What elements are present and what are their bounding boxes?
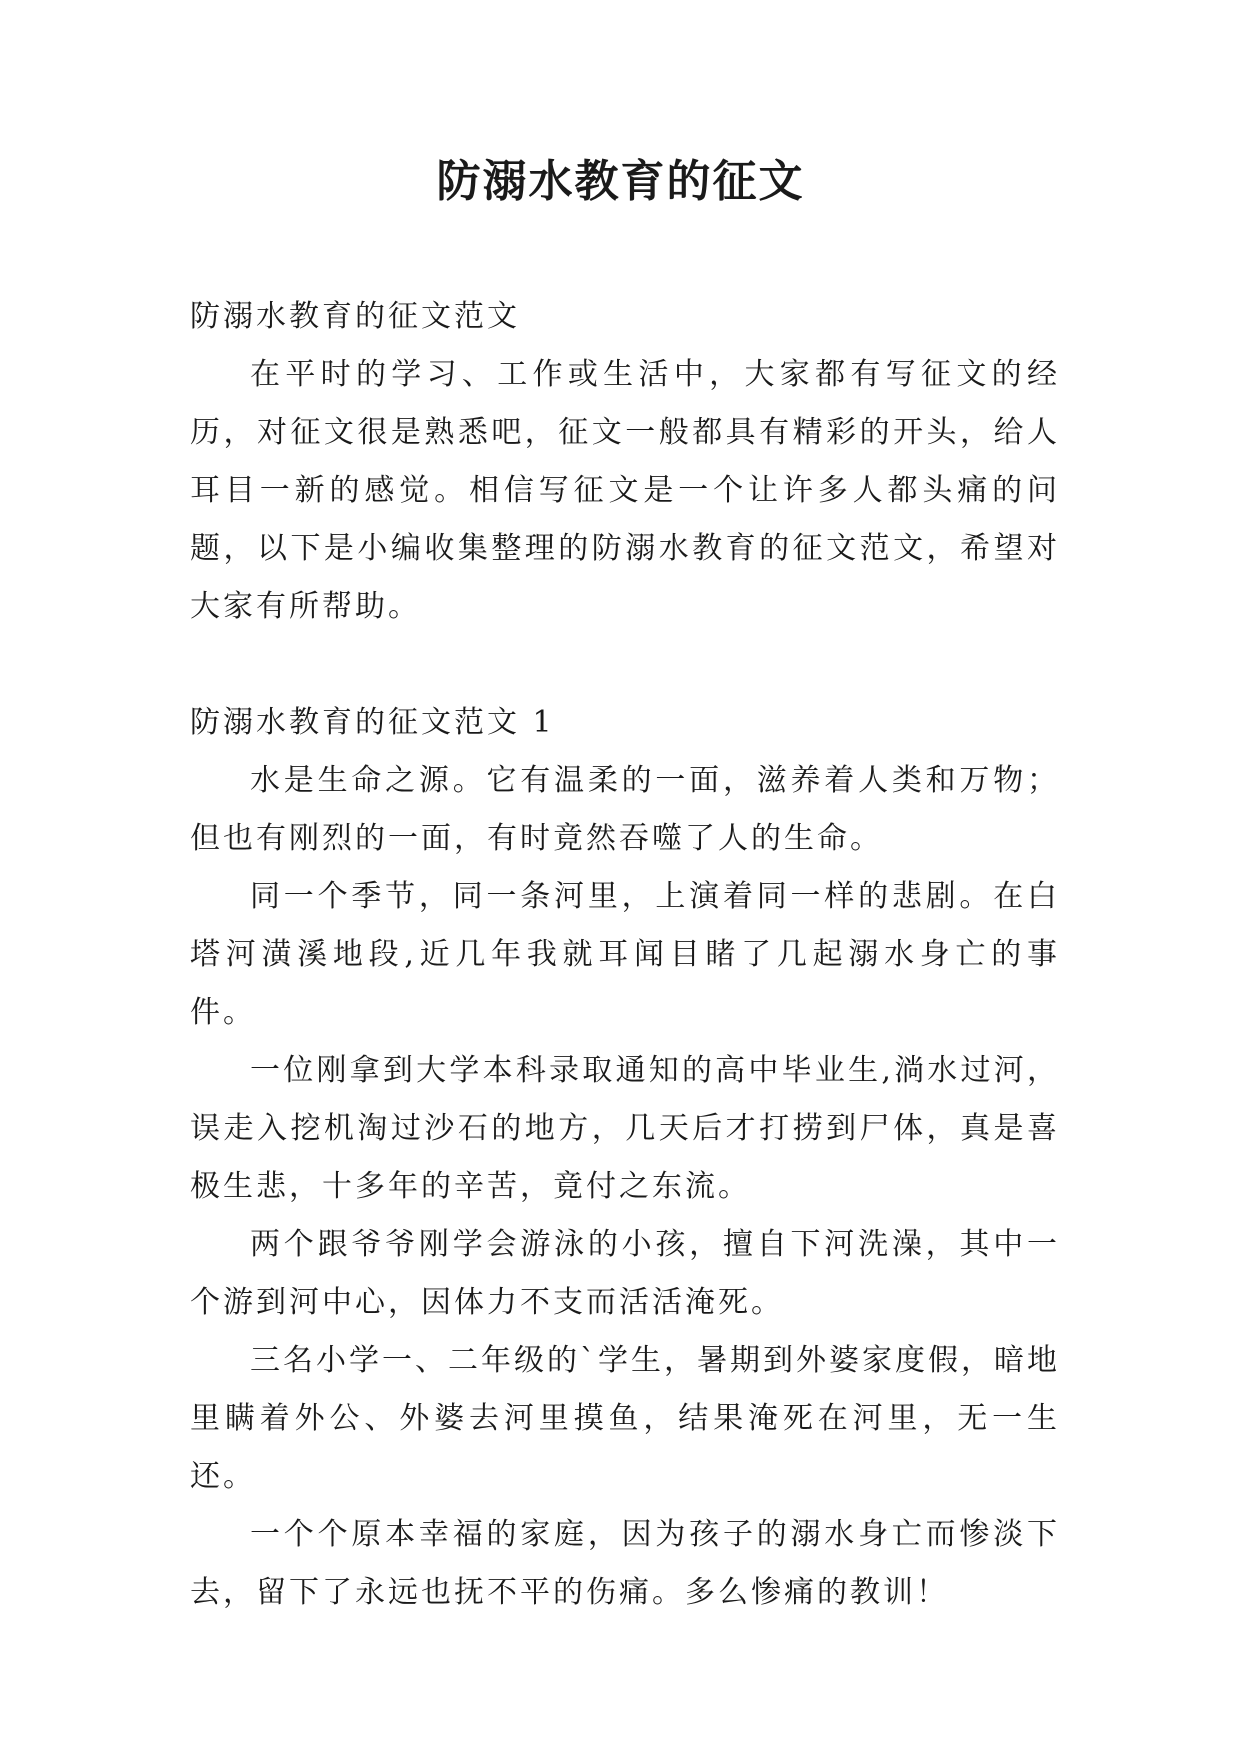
section-heading: 防溺水教育的征文范文 1 (190, 705, 555, 740)
section-paragraph: 一位刚拿到大学本科录取通知的高中毕业生,淌水过河，误走入挖机淘过沙石的地方，几天后才打捞到尸体，真是喜极生悲，十多年的辛苦，竟付之东流。 (190, 1053, 1060, 1204)
intro-heading: 防溺水教育的征文范文 (190, 299, 520, 334)
document-body (190, 288, 1060, 1622)
section-paragraph: 同一个季节，同一条河里，上演着同一样的悲剧。在白塔河潢溪地段,近几年我就耳闻目睹了几起溺水身亡的事件。 (190, 879, 1060, 1030)
section-spacer (190, 636, 1060, 694)
document-title: 防溺水教育的征文 (436, 156, 805, 207)
section-paragraph: 三名小学一、二年级的`学生，暑期到外婆家度假，暗地里瞒着外公、外婆去河里摸鱼，结果淹死在河里，无一生还。 (190, 1343, 1060, 1494)
intro-paragraph: 在平时的学习、工作或生活中，大家都有写征文的经历，对征文很是熟悉吧，征文一般都具有精彩的开头，给人耳目一新的感觉。相信写征文是一个让许多人都头痛的问题，以下是小编收集整理的防溺水教育的征文范文，希望对大家有所帮助。 (190, 357, 1060, 624)
section-paragraph: 两个跟爷爷刚学会游泳的小孩，擅自下河洗澡，其中一个游到河中心，因体力不支而活活淹死。 (190, 1227, 1060, 1320)
section-paragraph: 水是生命之源。它有温柔的一面，滋养着人类和万物；但也有刚烈的一面，有时竟然吞噬了人的生命。 (190, 763, 1060, 856)
section-paragraph: 一个个原本幸福的家庭，因为孩子的溺水身亡而惨淡下去，留下了永远也抚不平的伤痛。多么惨痛的教训！ (190, 1517, 1060, 1610)
